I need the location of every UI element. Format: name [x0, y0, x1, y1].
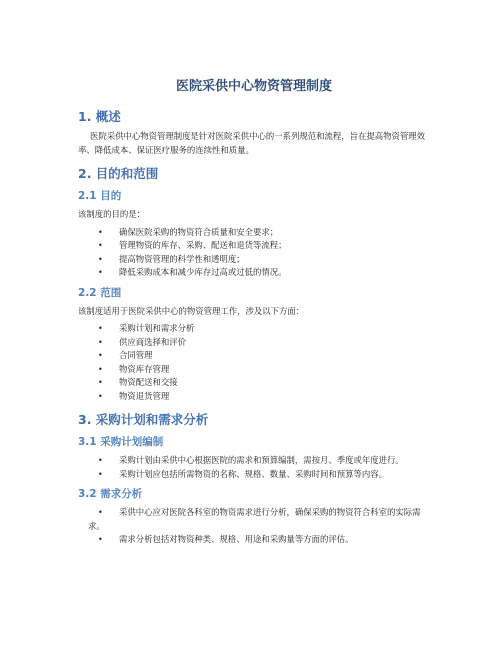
list-item-text: 确保医院采购的物资符合质量和安全要求； — [119, 226, 279, 237]
list-item — [78, 322, 430, 336]
section-heading-procurement-planning: 3. 采购计划和需求分析 — [78, 412, 209, 427]
list-item-text: 采购计划由采供中心根据医院的需求和预算编制，需按月、季度或年度进行。 — [119, 455, 404, 465]
plan-compilation-list — [78, 454, 430, 481]
list-item-text: 物资退货管理 — [119, 390, 170, 401]
bullet-icon: • — [98, 535, 103, 544]
bullet-icon: • — [98, 391, 103, 401]
subsection-heading-demand-analysis: 3.2 需求分析 — [78, 488, 143, 500]
bullet-icon: • — [98, 364, 103, 374]
subsection-heading-plan-compilation: 3.1 采购计划编制 — [78, 436, 164, 448]
list-item — [78, 253, 430, 267]
list-item — [78, 266, 430, 280]
list-item — [78, 390, 430, 404]
bullet-icon: • — [98, 351, 103, 360]
scope-intro: 该制度适用于医院采供中心的物资管理工作，涉及以下方面： — [78, 305, 305, 316]
list-item — [78, 349, 430, 363]
list-item — [78, 533, 430, 547]
bullet-icon: • — [98, 337, 103, 347]
list-item — [78, 454, 430, 468]
list-item — [78, 376, 430, 390]
document-title: 医院采供中心物资管理制度 — [175, 79, 332, 94]
subsection-heading-scope: 2.2 范围 — [78, 286, 122, 299]
subsection-heading-purpose: 2.1 目的 — [78, 190, 122, 202]
section-heading-purpose-scope: 2. 目的和范围 — [78, 166, 159, 181]
list-item-text: 降低采购成本和减少库存过高或过低的情况。 — [119, 267, 287, 277]
list-item-text: 物资配送和交接 — [119, 377, 178, 387]
list-item-text: 需求分析包括对物资种类、规格、用途和采购量等方面的评估。 — [119, 534, 354, 544]
bullet-icon: • — [98, 378, 103, 387]
overview-paragraph: 医院采供中心物资管理制度是针对医院采供中心的一系列规范和流程，旨在提高物资管理效率、降低成本、保证医疗服务的连续性和质量。 — [78, 131, 425, 155]
purpose-list — [78, 226, 430, 280]
bullet-icon: • — [98, 268, 103, 277]
list-item-text: 提高物资管理的科学性和透明度； — [119, 253, 245, 264]
bullet-icon: • — [98, 324, 103, 333]
purpose-intro: 该制度的目的是： — [78, 209, 145, 219]
list-item — [78, 226, 430, 240]
list-item-text: 合同管理 — [119, 350, 153, 360]
list-item — [78, 506, 430, 533]
list-item-text: 供应商选择和评价 — [119, 336, 186, 347]
list-item-text: 采购计划和需求分析 — [119, 323, 195, 333]
list-item-text: 采供中心应对医院各科室的物资需求进行分析，确保采购的物资符合科室的实际需求。 — [88, 507, 421, 531]
bullet-icon: • — [98, 254, 103, 264]
list-item — [78, 468, 430, 482]
bullet-icon: • — [98, 508, 103, 517]
list-item-text: 采购计划应包括所需物资的名称、规格、数量、采购时间和预算等内容。 — [119, 468, 387, 479]
scope-list — [78, 322, 430, 403]
demand-analysis-list — [78, 506, 430, 547]
bullet-icon: • — [98, 241, 103, 250]
list-item-text: 管理物资的库存、采购、配送和退货等流程； — [119, 240, 287, 250]
list-item — [78, 239, 430, 253]
list-item — [78, 336, 430, 350]
section-heading-overview: 1. 概述 — [78, 109, 121, 124]
bullet-icon: • — [98, 469, 103, 479]
list-item-text: 物资库存管理 — [119, 363, 170, 374]
list-item — [78, 363, 430, 377]
bullet-icon: • — [98, 456, 103, 465]
bullet-icon: • — [98, 227, 103, 237]
